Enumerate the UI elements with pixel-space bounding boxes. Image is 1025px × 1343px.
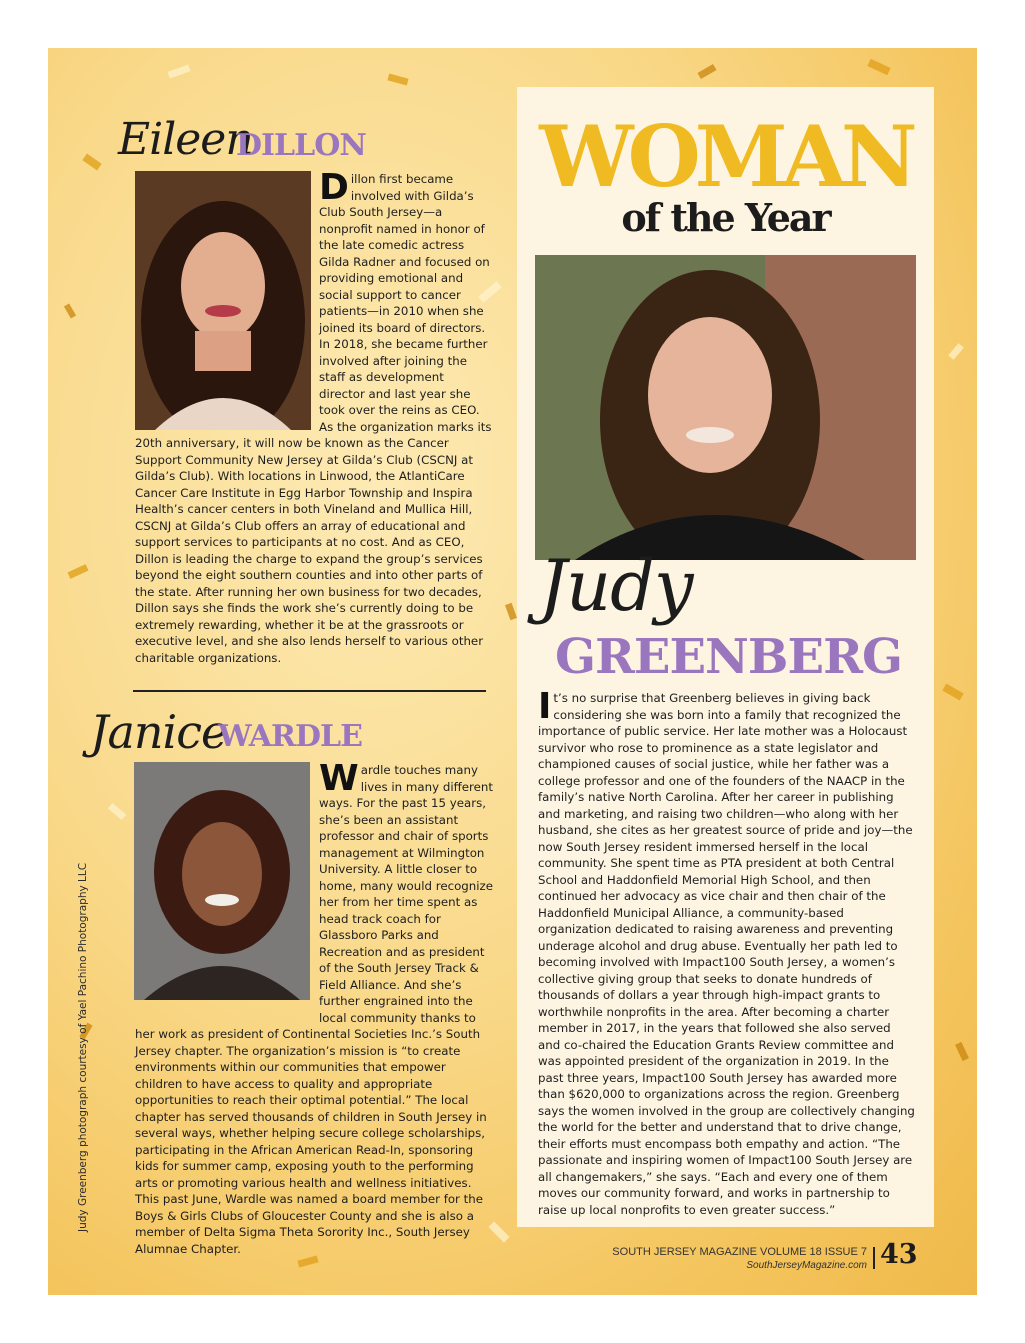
wardle-bio-text: ardle touches many lives in many different ways. For the past 15 years, she’s been an assistant professor and chair of sports management at Wilmington University. A little closer to home, many would recognize her from her time spent as head track coach for Glassboro Parks and Recreation and as president of the South Jersey Track & Field Alliance. And she’s further engrained into the local community thanks to her work as president of Continental Societies Inc.’s South Jersey chapter. The organization’s mission is “to create environments within our communities that empower children to have access to quality and appropriate opportunities to reach their optimal potential.” The local chapter has served thousands of children in South Jersey in several ways, whether helping secure college scholarships, participating in the African American Read-In, sponsoring kids for summer camp, exposing youth to the performing arts or promoting various health and wellness initiatives. This past June, Wardle was named a board member for the Boys & Girls Clubs of Gloucester County and she is also a member of Delta Sigma Theta Sorority Inc., South Jersey Alumnae Chapter. [135,763,493,1256]
confetti [942,684,963,701]
greenberg-first-name: Judy [539,545,693,627]
confetti [297,1256,318,1268]
footer-magazine-name: SOUTH JERSEY MAGAZINE VOLUME 18 ISSUE 7 [612,1246,867,1258]
wardle-last-name: WARDLE [218,719,362,754]
confetti [387,74,408,86]
section-divider [133,690,486,692]
section-title: WOMAN [539,107,912,206]
woman-of-the-year-panel [517,87,934,1227]
confetti [505,603,517,620]
dillon-first-name: Eileen [118,114,253,165]
greenberg-last-name: GREENBERG [555,629,902,685]
dillon-bio-text: illon first became involved with Gilda’s Club South Jersey—a nonprofit named in honor of the late comedic actress Gilda Radner and focused on providing emotional and social support to cancer patients—in 2010 when she joined its board of directors. In 2018, she became further involved after joining the staff as development director and last year she took over the reins as CEO. As the organization marks its 20th anniversary, it will now be known as the Cancer Support Community New Jersey at Gilda’s Club (CSCNJ at Gilda’s Club). With locations in Linwood, the AtlantiCare Cancer Care Institute in Egg Harbor Township and Inspira Health’s cancer centers in both Vineland and Mullica Hill, CSCNJ at Gilda’s Club offers an array of educational and support services to participants at no cost. And as CEO, Dillon is leading the charge to expand the group’s services beyond the eight southern counties and into other parts of the state. After running her own business for two decades, Dillon says she finds the work she’s currently doing to be extremely rewarding, whether it be at the grassroots or executive level, and she also lends herself to various other charitable organizations. [135,172,492,665]
footer-url[interactable]: SouthJerseyMagazine.com [746,1260,867,1271]
confetti [948,343,964,360]
page-number: 43 [880,1239,918,1270]
confetti [108,803,126,820]
dillon-bio [135,167,493,666]
greenberg-drop-cap: I [538,686,552,727]
section-subtitle: of the Year [621,195,830,240]
greenberg-bio [538,686,916,1218]
confetti [697,64,716,79]
dillon-last-name: DILLON [236,128,366,163]
confetti [955,1042,969,1061]
footer-magazine [612,1246,867,1272]
confetti [82,154,101,171]
greenberg-photo [535,255,916,560]
wardle-drop-cap: W [319,758,359,799]
photo-credit: Judy Greenberg photograph courtesy of Yael Pachino Photography LLC [77,862,89,1232]
wardle-first-name: Janice [90,705,228,759]
confetti [867,59,890,76]
greenberg-bio-text: t’s no surprise that Greenberg believes in giving back considering she was born into a family that recognized the importance of public service. Her late mother was a Holocaust survivor who rose to prominence as a state legislator and championed causes of social justice, while her father was a college professor and one of the founders of the NAACP in the family’s native North Carolina. After her career in publishing and marketing, and raising two children—who along with her husband, she cites as her greatest source of pride and joy—the now South Jersey resident immersed herself in the local community. She spent time as PTA president at both Central School and Haddonfield Memorial High School, and then continued her advocacy as vice chair and then chair of the Haddonfield Municipal Alliance, a community-based organization dedicated to raising awareness and preventing underage alcohol and drug abuse. Eventually her path led to becoming involved with Impact100 South Jersey, a women’s collective giving group that seeks to donate hundreds of thousands of dollars a year through high-impact grants to worthwhile nonprofits in the area. After becoming a charter member in 2017, in the years that followed she also served and co-chaired the Education Grants Review committee and was appointed president of the organization in 2019. In the past three years, Impact100 South Jersey has awarded more than $620,000 to organizations across the region. Greenberg says the women involved in the group are collectively changing the world for the better and understand that to drive change, their efforts must encompass both empathy and action. “The passionate and inspiring women of Impact100 South Jersey are all changemakers,” she says. “Each and every one of them moves our community forward, and works in partnership to raise up local nonprofits to even greater success.” [538,691,915,1217]
confetti [167,64,190,78]
footer-divider [873,1247,875,1269]
wardle-bio [135,758,495,1257]
dillon-drop-cap: D [319,167,349,208]
confetti [64,303,76,318]
confetti [67,564,88,579]
